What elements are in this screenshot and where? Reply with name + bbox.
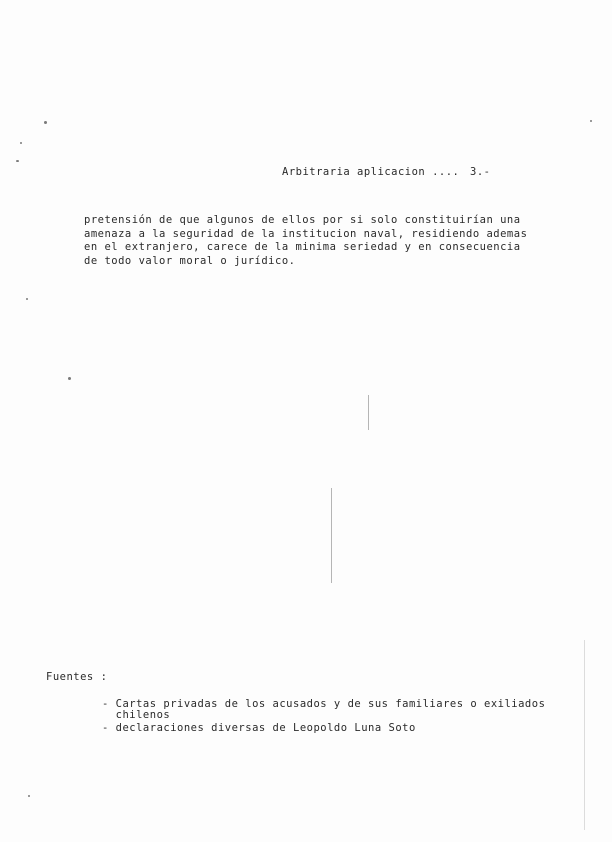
body-line: pretensión de que algunos de ellos por si solo constituirían una xyxy=(84,214,521,226)
page-number: 3.- xyxy=(470,166,491,178)
source-item: - Cartas privadas de los acusados y de sus familiares o exiliados xyxy=(102,698,546,710)
scan-speck xyxy=(26,298,28,300)
scan-line xyxy=(331,488,332,583)
body-line: de todo valor moral o jurídico. xyxy=(84,255,296,267)
body-line: amenaza a la seguridad de la institucion naval, residiendo ademas xyxy=(84,228,528,240)
scan-speck xyxy=(590,120,592,122)
running-header: Arbitraria aplicacion .... xyxy=(282,166,460,178)
sources-label: Fuentes : xyxy=(46,671,108,683)
scan-speck xyxy=(68,377,71,380)
scan-speck xyxy=(44,121,47,124)
body-line: en el extranjero, carece de la minima seriedad y en consecuencia xyxy=(84,241,521,253)
scan-speck xyxy=(16,160,19,162)
scan-line xyxy=(584,640,585,830)
scan-line xyxy=(368,395,369,430)
scan-speck xyxy=(20,142,22,144)
source-item: - declaraciones diversas de Leopoldo Luna Soto xyxy=(102,722,416,734)
scan-speck xyxy=(28,795,30,797)
source-item: chilenos xyxy=(102,709,171,721)
